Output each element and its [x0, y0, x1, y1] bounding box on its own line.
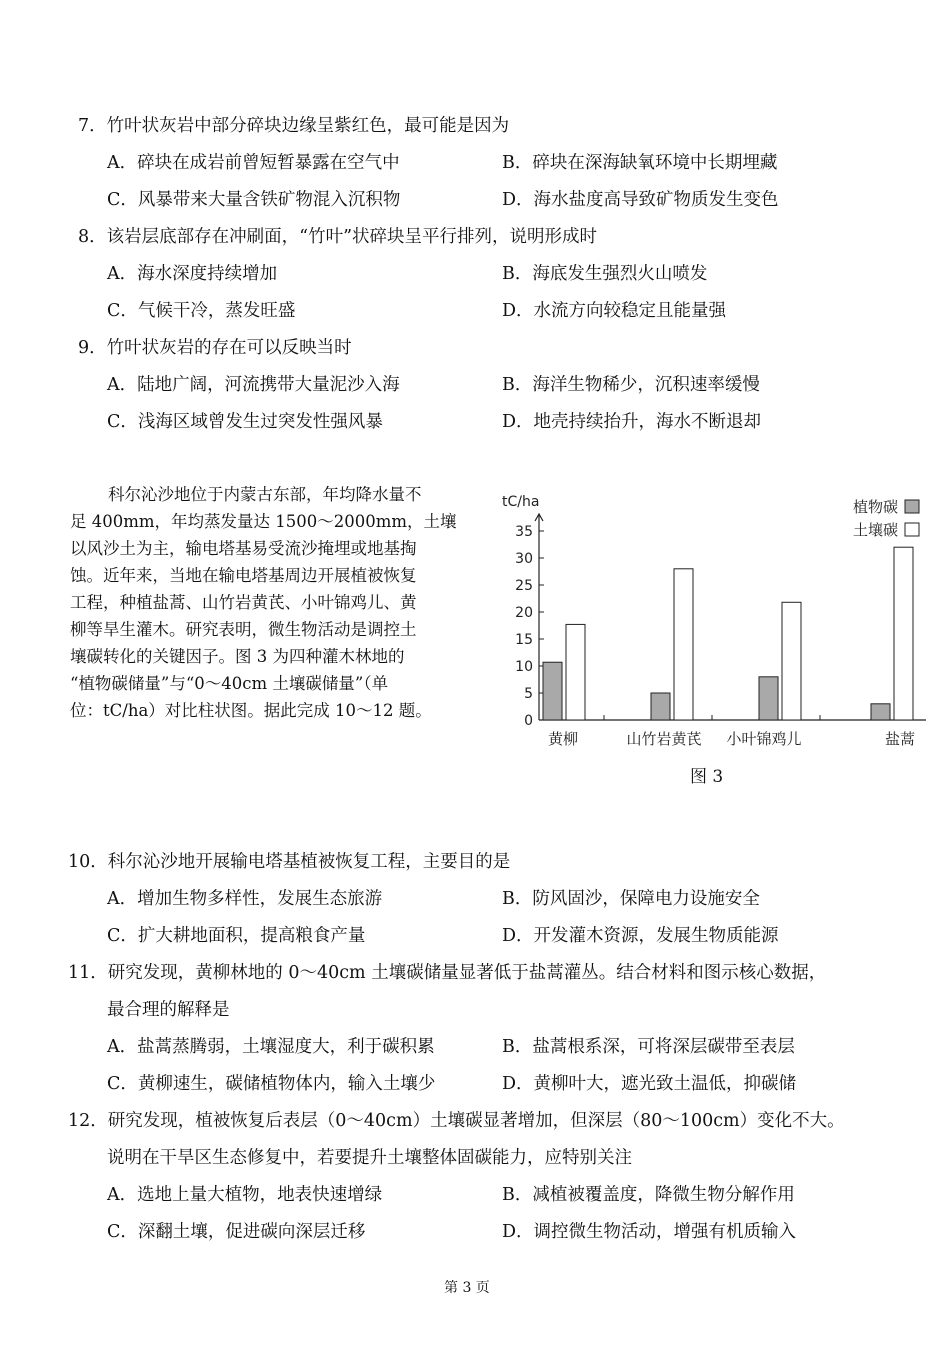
question-12-option-c: C．深翻土壤，促进碳向深层迁移 [107, 1222, 366, 1242]
y-tick-label: 35 [515, 524, 533, 540]
question-9-stem: 9．竹叶状灰岩的存在可以反映当时 [78, 338, 352, 358]
question-11-stem: 11．研究发现，黄柳林地的 0～40cm 土壤碳储量显著低于盐蒿灌丛。结合材料和图示核心数据， [68, 963, 827, 983]
question-9-option-d: D．地壳持续抬升，海水不断退却 [502, 412, 762, 432]
y-tick-label: 0 [524, 713, 533, 729]
x-category-label: 山竹岩黄芪 [626, 730, 702, 748]
question-11-option-d: D．黄柳叶大，遮光致土温低，抑碳储 [502, 1074, 797, 1094]
bar-plant-carbon [759, 677, 778, 720]
figure-caption: 图 3 [690, 767, 724, 787]
bar-soil-carbon [894, 547, 913, 720]
question-7-option-b: B．碎块在深海缺氧环境中长期埋藏 [502, 153, 778, 173]
y-tick-label: 5 [524, 686, 533, 702]
material-line-8: “植物碳储量”与“0～40cm 土壤碳储量”（单 [70, 674, 389, 693]
question-10-option-a: A．增加生物多样性，发展生态旅游 [107, 889, 383, 909]
question-10-option-b: B．防风固沙，保障电力设施安全 [502, 889, 760, 909]
question-9-option-b: B．海洋生物稀少，沉积速率缓慢 [502, 375, 760, 395]
bar-soil-carbon [674, 569, 693, 720]
y-tick-label: 30 [515, 551, 533, 567]
y-tick-label: 10 [515, 659, 533, 675]
x-category-label: 黄柳 [547, 730, 579, 748]
material-line-1: 科尔沁沙地位于内蒙古东部，年均降水量不 [108, 485, 422, 504]
question-10-option-c: C．扩大耕地面积，提高粮食产量 [107, 926, 366, 946]
question-12-option-d: D．调控微生物活动，增强有机质输入 [502, 1222, 797, 1242]
question-8-option-d: D．水流方向较稳定且能量强 [502, 301, 727, 321]
y-tick-label: 25 [515, 578, 533, 594]
material-line-4: 蚀。近年来，当地在输电塔基周边开展植被恢复 [70, 566, 417, 585]
question-11-stem-continued: 最合理的解释是 [107, 1000, 230, 1020]
question-9-option-c: C．浅海区域曾发生过突发性强风暴 [107, 412, 383, 432]
question-12-option-a: A．选地上量大植物，地表快速增绿 [107, 1185, 383, 1205]
legend-label-plant: 植物碳 [852, 498, 898, 516]
question-11-option-b: B．盐蒿根系深，可将深层碳带至表层 [502, 1037, 795, 1057]
material-line-3: 以风沙土为主，输电塔基易受流沙掩埋或地基掏 [70, 539, 417, 558]
legend-swatch-soil [905, 523, 919, 536]
question-8-stem: 8．该岩层底部存在冲刷面，“竹叶”状碎块呈平行排列，说明形成时 [78, 227, 598, 247]
question-10-stem: 10．科尔沁沙地开展输电塔基植被恢复工程，主要目的是 [68, 852, 511, 872]
material-line-9: 位：tC/ha）对比柱状图。据此完成 10～12 题。 [70, 701, 432, 720]
legend-label-soil: 土壤碳 [852, 521, 898, 539]
question-8-option-a: A．海水深度持续增加 [107, 264, 278, 284]
carbon-bar-chart [500, 478, 930, 753]
question-10-option-d: D．开发灌木资源，发展生物质能源 [502, 926, 779, 946]
question-7-option-d: D．海水盐度高导致矿物质发生变色 [502, 190, 779, 210]
question-8-option-b: B．海底发生强烈火山喷发 [502, 264, 708, 284]
material-line-2: 足 400mm，年均蒸发量达 1500～2000mm，土壤 [70, 512, 457, 531]
material-line-7: 壤碳转化的关键因子。图 3 为四种灌木林地的 [70, 647, 405, 666]
bar-soil-carbon [566, 624, 585, 720]
x-category-label: 小叶锦鸡儿 [726, 730, 802, 748]
question-12-stem: 12．研究发现，植被恢复后表层（0～40cm）土壤碳显著增加，但深层（80～100cm）变化不大。 [68, 1111, 845, 1131]
question-11-option-c: C．黄柳速生，碳储植物体内，输入土壤少 [107, 1074, 436, 1094]
question-8-option-c: C．气候干冷，蒸发旺盛 [107, 301, 296, 321]
x-category-label: 盐蒿 [884, 730, 916, 748]
bar-plant-carbon [871, 704, 890, 720]
y-tick-label: 20 [515, 605, 533, 621]
bar-plant-carbon [543, 662, 562, 720]
question-7-option-a: A．碎块在成岩前曾短暂暴露在空气中 [107, 153, 400, 173]
bar-soil-carbon [782, 602, 801, 720]
legend-swatch-plant [905, 500, 919, 513]
material-line-6: 柳等旱生灌木。研究表明，微生物活动是调控土 [70, 620, 417, 639]
y-axis-label: tC/ha [502, 494, 540, 510]
material-line-5: 工程，种植盐蒿、山竹岩黄芪、小叶锦鸡儿、黄 [70, 593, 417, 612]
question-12-option-b: B．减植被覆盖度，降微生物分解作用 [502, 1185, 795, 1205]
question-12-stem-continued: 说明在干旱区生态修复中，若要提升土壤整体固碳能力，应特别关注 [107, 1148, 632, 1168]
question-7-stem: 7．竹叶状灰岩中部分碎块边缘呈紫红色，最可能是因为 [78, 116, 510, 136]
question-7-option-c: C．风暴带来大量含铁矿物混入沉积物 [107, 190, 401, 210]
question-11-option-a: A．盐蒿蒸腾弱，土壤湿度大，利于碳积累 [107, 1037, 435, 1057]
y-tick-label: 15 [515, 632, 533, 648]
page-number: 第 3 页 [444, 1280, 490, 1296]
question-9-option-a: A．陆地广阔，河流携带大量泥沙入海 [107, 375, 400, 395]
bar-plant-carbon [651, 693, 670, 720]
